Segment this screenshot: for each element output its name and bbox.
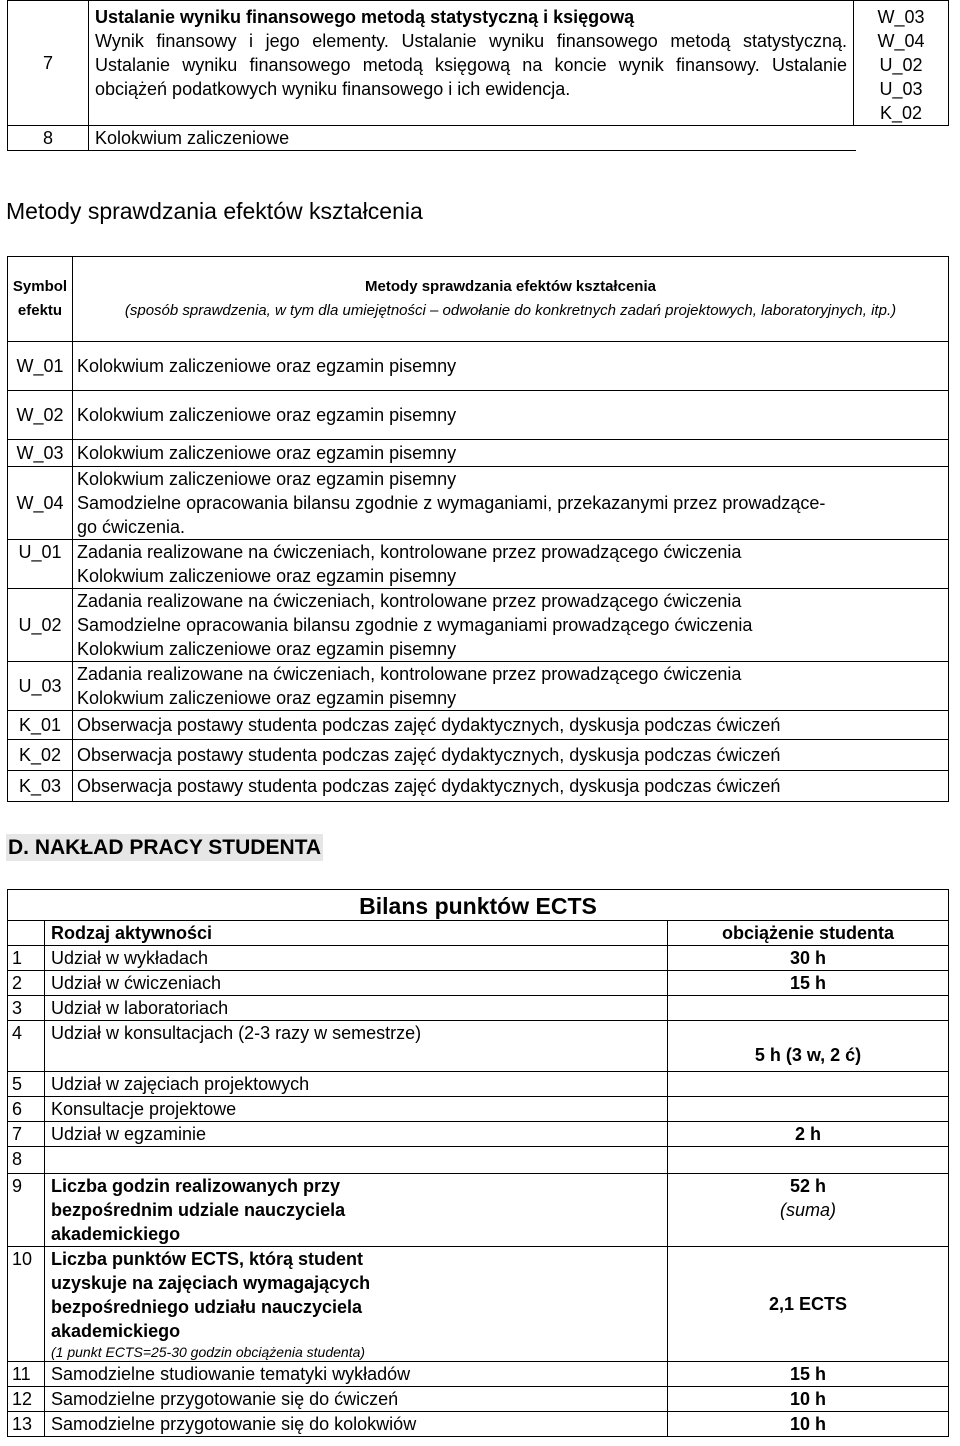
load-value: 2,1 ECTS — [668, 1247, 949, 1362]
load-value: 15 h — [668, 971, 949, 996]
row-number: 4 — [8, 1021, 45, 1072]
ref: W_03 — [877, 7, 925, 27]
topics-table — [7, 0, 949, 126]
effect-symbol: K_03 — [8, 771, 73, 802]
row-number: 13 — [8, 1412, 45, 1437]
table-row — [8, 971, 949, 996]
table-row — [8, 1021, 949, 1072]
load-value: 10 h — [668, 1412, 949, 1437]
row-number: 9 — [8, 1174, 45, 1247]
table-row — [8, 1097, 949, 1122]
method-header — [73, 257, 949, 342]
load-value: 5 h (3 w, 2 ć) — [668, 1021, 949, 1072]
load-note: (suma) — [779, 1200, 836, 1220]
load-value: 52 h — [789, 1176, 827, 1196]
table-row — [8, 711, 949, 740]
effect-symbol: W_01 — [8, 342, 73, 391]
activity: Udział w egzaminie — [45, 1122, 668, 1147]
load-header: obciążenie studenta — [668, 921, 949, 946]
symbol-header-line: Symbol — [12, 278, 68, 295]
ects-title-row — [8, 890, 949, 921]
num-header — [8, 921, 45, 946]
ects-table — [7, 889, 949, 1437]
table-row — [8, 1122, 949, 1147]
activity: Samodzielne przygotowanie się do kolokwiów — [45, 1412, 668, 1437]
activity-header: Rodzaj aktywności — [45, 921, 668, 946]
effect-symbol: W_02 — [8, 391, 73, 440]
load-value — [668, 1097, 949, 1122]
method-line: Samodzielne opracowania bilansu zgodnie z wymaganiami prowadzącego ćwiczenia — [77, 615, 753, 635]
effect-method — [73, 540, 949, 589]
method-line: Kolokwium zaliczeniowe oraz egzamin pisemny — [77, 469, 457, 489]
method-line: Samodzielne opracowania bilansu zgodnie z wymaganiami, przekazanymi przez prowadzące- — [77, 493, 826, 513]
topic-number: 7 — [8, 1, 89, 126]
topic-number: 8 — [8, 126, 89, 150]
table-row — [8, 1247, 949, 1362]
activity — [45, 1147, 668, 1174]
load-cell — [668, 1174, 949, 1247]
row-number: 3 — [8, 996, 45, 1021]
method-line: go ćwiczenia. — [77, 517, 186, 537]
effect-method: Kolokwium zaliczeniowe oraz egzamin pisemny — [73, 440, 949, 467]
activity: Udział w konsultacjach (2-3 razy w semestrze) — [45, 1021, 668, 1072]
table-header — [8, 257, 949, 342]
ref: K_02 — [879, 103, 923, 123]
table-row — [8, 1072, 949, 1097]
table-header — [8, 921, 949, 946]
topic-content — [89, 1, 854, 126]
row-number: 11 — [8, 1362, 45, 1387]
activity: Liczba godzin realizowanych przy bezpośrednim udziale nauczyciela akademickiego — [45, 1174, 668, 1247]
table-row — [8, 996, 949, 1021]
effect-method — [73, 467, 949, 540]
method-line: Zadania realizowane na ćwiczeniach, kontrolowane przez prowadzącego ćwiczenia — [77, 664, 742, 684]
method-header-subtitle: (sposób sprawdzenia, w tym dla umiejętności – odwołanie do konkretnych zadań projektowych, laboratoryjnych, itp.) — [124, 302, 897, 319]
topic-title: Kolokwium zaliczeniowe — [95, 128, 290, 148]
ects-title: Bilans punktów ECTS — [8, 890, 949, 921]
method-line: Kolokwium zaliczeniowe oraz egzamin pisemny — [77, 639, 457, 659]
load-value: 2 h — [668, 1122, 949, 1147]
activity: Samodzielne studiowanie tematyki wykładów — [45, 1362, 668, 1387]
load-value: 30 h — [668, 946, 949, 971]
section-title: Metody sprawdzania efektów kształcenia — [6, 198, 423, 224]
symbol-header-line: efektu — [17, 302, 63, 319]
effect-symbol: K_01 — [8, 711, 73, 740]
activity-cell — [45, 1247, 668, 1362]
effect-symbol: W_03 — [8, 440, 73, 467]
effect-symbol: W_04 — [8, 467, 73, 540]
table-row — [8, 1387, 949, 1412]
effect-method — [73, 662, 949, 711]
table-row — [8, 440, 949, 467]
effect-method: Kolokwium zaliczeniowe oraz egzamin pisemny — [73, 342, 949, 391]
activity-note: (1 punkt ECTS=25-30 godzin obciążenia studenta) — [51, 1344, 366, 1360]
activity: Liczba punktów ECTS, którą student uzyskuje na zajęciach wymagających bezpośredniego udziału nauczyciela akademickiego — [51, 1249, 371, 1341]
ref: U_03 — [879, 79, 923, 99]
effect-method: Obserwacja postawy studenta podczas zajęć dydaktycznych, dyskusja podczas ćwiczeń — [73, 711, 949, 740]
topic-title: Ustalanie wyniku finansowego metodą statystyczną i księgową — [95, 7, 635, 27]
load-value — [668, 1072, 949, 1097]
effect-symbol: U_01 — [8, 540, 73, 589]
topic-refs — [854, 1, 949, 126]
effect-symbol: U_03 — [8, 662, 73, 711]
table-row — [8, 946, 949, 971]
load-value — [668, 996, 949, 1021]
row-number: 1 — [8, 946, 45, 971]
row-number: 12 — [8, 1387, 45, 1412]
effect-method: Obserwacja postawy studenta podczas zajęć dydaktycznych, dyskusja podczas ćwiczeń — [73, 740, 949, 771]
table-row — [8, 740, 949, 771]
table-row — [8, 1147, 949, 1174]
effect-symbol: U_02 — [8, 589, 73, 662]
activity: Udział w wykładach — [45, 946, 668, 971]
method-header-title: Metody sprawdzania efektów kształcenia — [365, 278, 656, 295]
table-row — [8, 342, 949, 391]
load-value — [668, 1147, 949, 1174]
effect-method: Kolokwium zaliczeniowe oraz egzamin pisemny — [73, 391, 949, 440]
topic-description: Wynik finansowy i jego elementy. Ustalanie wyniku finansowego metodą statystyczną. Ustalanie wyniku finansowego metodą księgową na koncie wynik finansowy. Ustalanie obciążeń podatkowych wyniku finansowego i ich ewidencja. — [95, 31, 847, 99]
table-row — [8, 540, 949, 589]
ref: U_02 — [879, 55, 923, 75]
effect-method: Obserwacja postawy studenta podczas zajęć dydaktycznych, dyskusja podczas ćwiczeń — [73, 771, 949, 802]
activity: Udział w ćwiczeniach — [45, 971, 668, 996]
load-value: 15 h — [668, 1362, 949, 1387]
topic-row — [7, 125, 856, 151]
topic-row — [8, 1, 949, 126]
table-row — [8, 589, 949, 662]
table-row — [8, 1362, 949, 1387]
row-number: 8 — [8, 1147, 45, 1174]
activity: Udział w laboratoriach — [45, 996, 668, 1021]
load-value: 10 h — [668, 1387, 949, 1412]
table-row — [8, 662, 949, 711]
activity: Konsultacje projektowe — [45, 1097, 668, 1122]
method-line: Kolokwium zaliczeniowe oraz egzamin pisemny — [77, 566, 457, 586]
row-number: 6 — [8, 1097, 45, 1122]
table-row — [8, 467, 949, 540]
method-line: Zadania realizowane na ćwiczeniach, kontrolowane przez prowadzącego ćwiczenia — [77, 542, 742, 562]
table-row — [8, 391, 949, 440]
row-number: 10 — [8, 1247, 45, 1362]
symbol-header — [8, 257, 73, 342]
effect-method — [73, 589, 949, 662]
section-heading: D. NAKŁAD PRACY STUDENTA — [8, 836, 322, 859]
effect-symbol: K_02 — [8, 740, 73, 771]
method-line: Kolokwium zaliczeniowe oraz egzamin pisemny — [77, 688, 457, 708]
activity: Udział w zajęciach projektowych — [45, 1072, 668, 1097]
ref: W_04 — [877, 31, 925, 51]
table-row — [8, 1412, 949, 1437]
methods-table — [7, 256, 949, 802]
method-line: Zadania realizowane na ćwiczeniach, kontrolowane przez prowadzącego ćwiczenia — [77, 591, 742, 611]
activity: Samodzielne przygotowanie się do ćwiczeń — [45, 1387, 668, 1412]
row-number: 2 — [8, 971, 45, 996]
row-number: 5 — [8, 1072, 45, 1097]
row-number: 7 — [8, 1122, 45, 1147]
table-row — [8, 771, 949, 802]
table-row — [8, 1174, 949, 1247]
